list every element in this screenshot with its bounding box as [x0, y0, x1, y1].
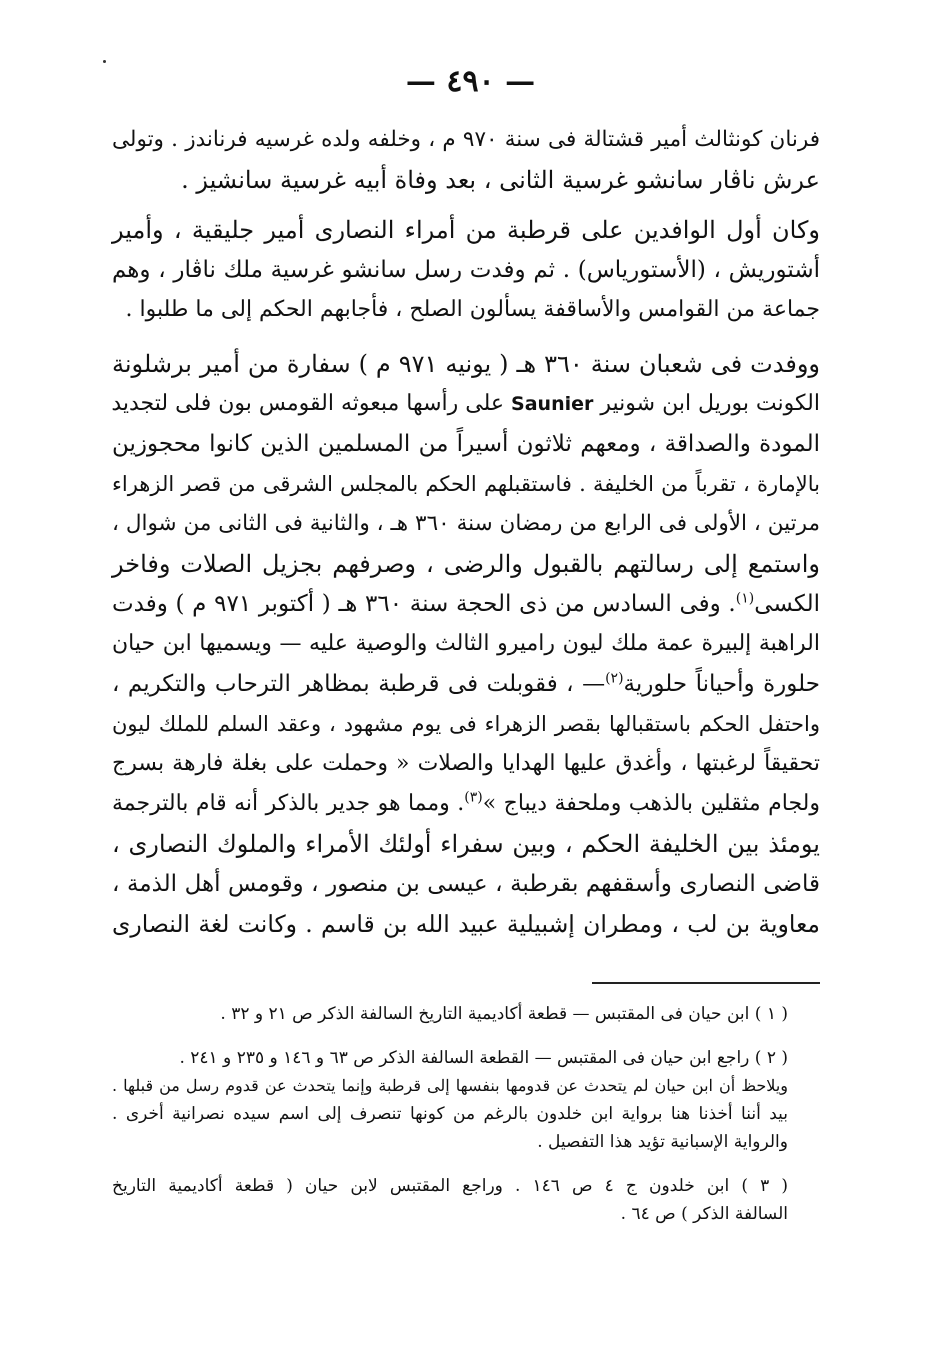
paragraph-1: [112, 120, 820, 200]
footnote-1: [112, 1000, 788, 1028]
footnote-3: [112, 1172, 788, 1228]
text-line: قاضى النصارى وأسقفهم بقرطبة ، عيسى بن منصور ، وقومس أهل الذمة ،: [112, 871, 820, 897]
text-line: وكان أول الوافدين على قرطبة من أمراء النصارى أمير جليقية ، وأمير: [112, 216, 820, 244]
text-line: [112, 784, 820, 824]
text-line: جماعة من القوامس والأساقفة يسألون الصلح ، فأجابهم الحكم إلى ما طلبوا .: [125, 297, 820, 322]
text-line: [112, 584, 820, 624]
footnote-ref-1: (١): [735, 590, 755, 607]
text-segment: . وفى السادس من ذى الحجة سنة ٣٦٠ هـ ( أكتوبر ٩٧١ م ) وفدت: [112, 591, 736, 617]
text-line: أشتوريش ، (الأستورياس) . ثم وفدت رسل سانشو غرسية ملك ناڤار ، وهم: [112, 257, 820, 283]
latin-name: Saunier: [511, 393, 594, 415]
footnote-line: ( ١ ) ابن حيان فى المقتبس — قطعة أكاديمية التاريخ السالفة الذكر ص ٢١ و ٣٢ .: [220, 1004, 788, 1024]
text-line: واستمع إلى رسالتهم بالقبول والرضى ، وصرفهم بجزيل الصلات وفاخر: [112, 550, 820, 578]
text-line: [112, 664, 820, 704]
footnotes: [112, 1000, 788, 1244]
text-line: معاوية بن لب ، ومطران إشبيلية عبيد الله بن قاسم . وكانت لغة النصارى: [112, 910, 820, 938]
text-segment: الكونت بوريل ابن شونير: [600, 391, 820, 416]
footnote-line: السالفة الذكر ) ص ٦٤ .: [620, 1204, 788, 1224]
footnote-ref-3: (٣): [464, 789, 483, 806]
text-line: المودة والصداقة ، ومعهم ثلاثون أسيراً من المسلمين الذين كانوا محجوزين: [112, 431, 820, 457]
text-line: مرتين ، الأولى فى الرابع من رمضان سنة ٣٦٠ هـ ، والثانية فى الثانى من شوال ،: [112, 511, 820, 536]
text-segment: الكسى: [754, 591, 821, 617]
page-number: — ٤٩٠ —: [405, 64, 536, 99]
text-line: واحتفل الحكم باستقبالها بقصر الزهراء فى يوم مشهود ، وعقد السلم للملك ليون: [112, 712, 820, 736]
footnote-2: [112, 1044, 788, 1156]
main-text: [112, 120, 820, 944]
footnote-line: والرواية الإسبانية تؤيد هذا التفصيل .: [537, 1132, 788, 1152]
text-line: [112, 384, 820, 424]
text-line: يومئذ بين الخليفة الحكم ، وبين سفراء أولئك الأمراء والملوك النصارى ،: [112, 830, 820, 858]
footnote-line: ( ٢ ) راجع ابن حيان فى المقتبس — القطعة السالفة الذكر ص ٦٣ و ١٤٦ و ٢٣٥ و ٢٤١ .: [179, 1048, 788, 1068]
footnote-line: ويلاحظ أن ابن حيان لم يتحدث عن قدومها بنفسها إلى قرطبة وإنما يتحدث عن قدوم رسل من قبلها .: [112, 1076, 788, 1095]
text-segment: — ، فقوبلت فى قرطبة بمظاهر الترحاب والتكريم ،: [112, 671, 606, 697]
text-line: فرنان كونثالث أمير قشتالة فى سنة ٩٧٠ م ، وخلفه ولده غرسيه فرناندز . وتولى: [112, 127, 820, 152]
text-line: تحقيقاً لرغبتها ، وأغدق عليها الهدايا والصلات « وحملت على بغلة فارهة بسرج: [112, 751, 820, 776]
footnote-line: بيد أننا أخذنا هنا برواية ابن خلدون بالرغم من كونها تنصرف إلى اسم سيده نصرانية أخرى .: [112, 1104, 788, 1124]
footnote-line: ( ٣ ) ابن خلدون ج ٤ ص ١٤٦ . وراجع المقتبس لابن حيان ( قطعة أكاديمية التاريخ: [112, 1176, 788, 1196]
text-segment: على رأسها مبعوثه القومس بون فلى لتجديد: [111, 391, 505, 416]
paragraph-3: [112, 344, 820, 944]
page-speck: [103, 60, 106, 63]
text-segment: ولجام مثقلين بالذهب وملحفة ديباج »: [482, 791, 820, 816]
text-segment: . ومما هو جدير بالذكر أنه قام بالترجمة: [112, 791, 465, 816]
text-line: بالإمارة ، تقرباً من الخليفة . فاستقبلهم الحكم بالمجلس الشرقى من قصر الزهراء: [112, 472, 820, 496]
text-line: ووفدت فى شعبان سنة ٣٦٠ هـ ( يونيه ٩٧١ م ) سفارة من أمير برشلونة: [112, 350, 821, 378]
footnote-separator: [592, 982, 820, 984]
text-line: عرش ناڤار سانشو غرسية الثانى ، بعد وفاة أبيه غرسية سانشيز .: [181, 166, 820, 194]
footnote-ref-2: (٢): [605, 670, 624, 687]
paragraph-2: [112, 210, 820, 330]
text-line: الراهبة إلبيرة عمة ملك ليون راميرو الثالث والوصية عليه — ويسميها ابن حيان: [112, 631, 820, 656]
text-segment: حلورة وأحياناً حلورية: [623, 671, 821, 697]
